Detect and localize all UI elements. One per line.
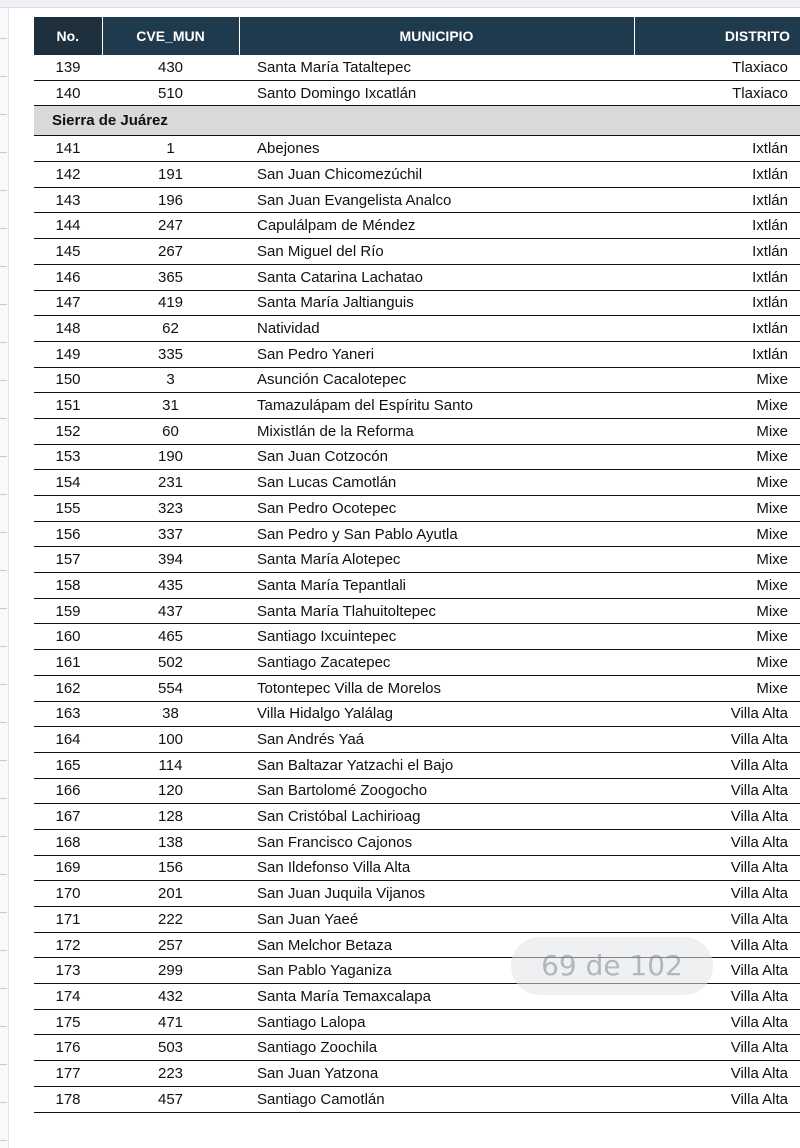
top-edge xyxy=(0,0,800,8)
cell-no: 172 xyxy=(34,932,102,958)
cell-cve-mun: 138 xyxy=(102,829,239,855)
cell-cve-mun: 120 xyxy=(102,778,239,804)
margin-tick xyxy=(0,760,7,761)
table-row xyxy=(34,136,800,162)
cell-distrito: Ixtlán xyxy=(634,187,800,213)
table-row xyxy=(34,1086,800,1112)
cell-no: 175 xyxy=(34,1009,102,1035)
margin-tick xyxy=(0,266,7,267)
cell-no: 163 xyxy=(34,701,102,727)
cell-municipio: San Pedro Yaneri xyxy=(239,341,634,367)
header-cve-mun: CVE_MUN xyxy=(102,17,239,55)
cell-no: 143 xyxy=(34,187,102,213)
cell-municipio: San Miguel del Río xyxy=(239,239,634,265)
cell-municipio: Santiago Zacatepec xyxy=(239,650,634,676)
cell-municipio: San Juan Chicomezúchil xyxy=(239,162,634,188)
cell-no: 169 xyxy=(34,855,102,881)
cell-cve-mun: 191 xyxy=(102,162,239,188)
margin-tick xyxy=(0,684,7,685)
cell-no: 151 xyxy=(34,393,102,419)
table-row xyxy=(34,239,800,265)
cell-municipio: Santiago Lalopa xyxy=(239,1009,634,1035)
cell-cve-mun: 471 xyxy=(102,1009,239,1035)
cell-municipio: San Baltazar Yatzachi el Bajo xyxy=(239,752,634,778)
cell-no: 157 xyxy=(34,547,102,573)
cell-municipio: Santa María Tlahuitoltepec xyxy=(239,598,634,624)
cell-no: 140 xyxy=(34,80,102,106)
cell-distrito: Villa Alta xyxy=(634,829,800,855)
cell-municipio: Santiago Camotlán xyxy=(239,1086,634,1112)
table-header xyxy=(34,17,800,55)
table-row xyxy=(34,727,800,753)
cell-distrito: Villa Alta xyxy=(634,1035,800,1061)
cell-distrito: Mixe xyxy=(634,444,800,470)
margin-tick xyxy=(0,646,7,647)
cell-no: 141 xyxy=(34,136,102,162)
cell-distrito: Villa Alta xyxy=(634,907,800,933)
table-row xyxy=(34,573,800,599)
cell-distrito: Mixe xyxy=(634,573,800,599)
table-row xyxy=(34,470,800,496)
table-row xyxy=(34,778,800,804)
cell-municipio: San Ildefonso Villa Alta xyxy=(239,855,634,881)
cell-distrito: Mixe xyxy=(634,367,800,393)
margin-tick xyxy=(0,1140,7,1141)
cell-no: 170 xyxy=(34,881,102,907)
cell-cve-mun: 196 xyxy=(102,187,239,213)
cell-distrito: Villa Alta xyxy=(634,881,800,907)
cell-distrito: Mixe xyxy=(634,547,800,573)
cell-municipio: San Pedro y San Pablo Ayutla xyxy=(239,521,634,547)
cell-distrito: Ixtlán xyxy=(634,239,800,265)
cell-municipio: Santiago Ixcuintepec xyxy=(239,624,634,650)
table-row xyxy=(34,547,800,573)
cell-no: 167 xyxy=(34,804,102,830)
table-row xyxy=(34,1061,800,1087)
cell-no: 144 xyxy=(34,213,102,239)
cell-distrito: Ixtlán xyxy=(634,316,800,342)
margin-tick xyxy=(0,380,7,381)
cell-no: 142 xyxy=(34,162,102,188)
cell-distrito: Ixtlán xyxy=(634,162,800,188)
cell-no: 161 xyxy=(34,650,102,676)
cell-distrito: Villa Alta xyxy=(634,1086,800,1112)
table-row xyxy=(34,907,800,933)
cell-cve-mun: 156 xyxy=(102,855,239,881)
margin-tick xyxy=(0,532,7,533)
table-row xyxy=(34,829,800,855)
cell-no: 164 xyxy=(34,727,102,753)
cell-no: 160 xyxy=(34,624,102,650)
cell-municipio: San Juan Yatzona xyxy=(239,1061,634,1087)
margin-tick xyxy=(0,798,7,799)
cell-cve-mun: 437 xyxy=(102,598,239,624)
margin-tick xyxy=(0,1064,7,1065)
cell-cve-mun: 435 xyxy=(102,573,239,599)
margin-tick xyxy=(0,190,7,191)
cell-cve-mun: 100 xyxy=(102,727,239,753)
cell-cve-mun: 257 xyxy=(102,932,239,958)
cell-no: 177 xyxy=(34,1061,102,1087)
cell-cve-mun: 457 xyxy=(102,1086,239,1112)
cell-cve-mun: 31 xyxy=(102,393,239,419)
cell-municipio: San Melchor Betaza xyxy=(239,932,634,958)
cell-no: 139 xyxy=(34,55,102,80)
cell-cve-mun: 430 xyxy=(102,55,239,80)
cell-cve-mun: 231 xyxy=(102,470,239,496)
table-row xyxy=(34,80,800,106)
table-row xyxy=(34,1009,800,1035)
cell-cve-mun: 323 xyxy=(102,496,239,522)
cell-cve-mun: 502 xyxy=(102,650,239,676)
cell-no: 162 xyxy=(34,675,102,701)
cell-no: 152 xyxy=(34,418,102,444)
cell-no: 150 xyxy=(34,367,102,393)
cell-no: 154 xyxy=(34,470,102,496)
cell-municipio: San Francisco Cajonos xyxy=(239,829,634,855)
cell-municipio: Santa María Tepantlali xyxy=(239,573,634,599)
cell-distrito: Villa Alta xyxy=(634,958,800,984)
cell-no: 171 xyxy=(34,907,102,933)
table-row xyxy=(34,418,800,444)
table-row xyxy=(34,701,800,727)
cell-distrito: Ixtlán xyxy=(634,136,800,162)
table-row xyxy=(34,1035,800,1061)
table-row xyxy=(34,521,800,547)
cell-municipio: Tamazulápam del Espíritu Santo xyxy=(239,393,634,419)
cell-no: 165 xyxy=(34,752,102,778)
table-row xyxy=(34,598,800,624)
cell-cve-mun: 465 xyxy=(102,624,239,650)
cell-cve-mun: 394 xyxy=(102,547,239,573)
cell-no: 156 xyxy=(34,521,102,547)
cell-cve-mun: 247 xyxy=(102,213,239,239)
margin-tick xyxy=(0,608,7,609)
cell-distrito: Mixe xyxy=(634,418,800,444)
cell-municipio: Santa María Temaxcalapa xyxy=(239,984,634,1010)
table-row xyxy=(34,881,800,907)
cell-cve-mun: 62 xyxy=(102,316,239,342)
cell-no: 147 xyxy=(34,290,102,316)
cell-distrito: Ixtlán xyxy=(634,264,800,290)
table-row xyxy=(34,752,800,778)
cell-cve-mun: 510 xyxy=(102,80,239,106)
cell-municipio: San Juan Cotzocón xyxy=(239,444,634,470)
table-row xyxy=(34,367,800,393)
cell-cve-mun: 60 xyxy=(102,418,239,444)
cell-distrito: Mixe xyxy=(634,675,800,701)
header-municipio: MUNICIPIO xyxy=(239,17,634,55)
cell-cve-mun: 432 xyxy=(102,984,239,1010)
cell-municipio: Santa María Jaltianguis xyxy=(239,290,634,316)
cell-no: 173 xyxy=(34,958,102,984)
margin-tick xyxy=(0,950,7,951)
cell-distrito: Villa Alta xyxy=(634,1061,800,1087)
margin-tick xyxy=(0,342,7,343)
table-row xyxy=(34,341,800,367)
cell-no: 174 xyxy=(34,984,102,1010)
cell-municipio: Santa María Alotepec xyxy=(239,547,634,573)
table-row xyxy=(34,187,800,213)
cell-distrito: Tlaxiaco xyxy=(634,80,800,106)
margin-tick xyxy=(0,304,7,305)
cell-cve-mun: 223 xyxy=(102,1061,239,1087)
margin-tick xyxy=(0,76,7,77)
cell-municipio: San Pedro Ocotepec xyxy=(239,496,634,522)
cell-no: 168 xyxy=(34,829,102,855)
cell-distrito: Mixe xyxy=(634,496,800,522)
margin-tick xyxy=(0,38,7,39)
margin-tick xyxy=(0,1102,7,1103)
cell-municipio: Asunción Cacalotepec xyxy=(239,367,634,393)
page-indicator: 69 de 102 xyxy=(511,937,713,995)
cell-distrito: Ixtlán xyxy=(634,290,800,316)
cell-cve-mun: 419 xyxy=(102,290,239,316)
cell-municipio: San Pablo Yaganiza xyxy=(239,958,634,984)
cell-distrito: Mixe xyxy=(634,521,800,547)
cell-cve-mun: 128 xyxy=(102,804,239,830)
margin-tick xyxy=(0,1026,7,1027)
cell-municipio: San Lucas Camotlán xyxy=(239,470,634,496)
cell-distrito: Villa Alta xyxy=(634,855,800,881)
cell-distrito: Ixtlán xyxy=(634,213,800,239)
margin-tick xyxy=(0,570,7,571)
group-row xyxy=(34,106,800,136)
cell-no: 166 xyxy=(34,778,102,804)
cell-cve-mun: 267 xyxy=(102,239,239,265)
table-row xyxy=(34,650,800,676)
cell-municipio: Abejones xyxy=(239,136,634,162)
cell-municipio: Santa Catarina Lachatao xyxy=(239,264,634,290)
cell-cve-mun: 337 xyxy=(102,521,239,547)
margin-tick xyxy=(0,874,7,875)
cell-municipio: Santa María Tataltepec xyxy=(239,55,634,80)
cell-municipio: San Juan Evangelista Analco xyxy=(239,187,634,213)
cell-cve-mun: 38 xyxy=(102,701,239,727)
cell-municipio: Santiago Zoochila xyxy=(239,1035,634,1061)
cell-cve-mun: 335 xyxy=(102,341,239,367)
left-margin-strip xyxy=(0,8,9,1148)
cell-municipio: Villa Hidalgo Yalálag xyxy=(239,701,634,727)
table-row xyxy=(34,316,800,342)
cell-no: 146 xyxy=(34,264,102,290)
cell-cve-mun: 365 xyxy=(102,264,239,290)
cell-cve-mun: 1 xyxy=(102,136,239,162)
cell-distrito: Villa Alta xyxy=(634,701,800,727)
table-row xyxy=(34,264,800,290)
margin-tick xyxy=(0,836,7,837)
table-row xyxy=(34,804,800,830)
table-row xyxy=(34,675,800,701)
cell-no: 148 xyxy=(34,316,102,342)
header-no: No. xyxy=(34,17,102,55)
cell-no: 149 xyxy=(34,341,102,367)
margin-tick xyxy=(0,418,7,419)
cell-no: 153 xyxy=(34,444,102,470)
cell-distrito: Villa Alta xyxy=(634,727,800,753)
table-row xyxy=(34,624,800,650)
cell-cve-mun: 222 xyxy=(102,907,239,933)
table-row xyxy=(34,444,800,470)
cell-distrito: Mixe xyxy=(634,470,800,496)
table-row xyxy=(34,213,800,239)
table-row xyxy=(34,162,800,188)
table-row xyxy=(34,55,800,80)
cell-municipio: Santo Domingo Ixcatlán xyxy=(239,80,634,106)
margin-tick xyxy=(0,912,7,913)
cell-municipio: Capulálpam de Méndez xyxy=(239,213,634,239)
cell-distrito: Villa Alta xyxy=(634,752,800,778)
cell-distrito: Mixe xyxy=(634,598,800,624)
cell-distrito: Ixtlán xyxy=(634,341,800,367)
cell-distrito: Villa Alta xyxy=(634,778,800,804)
cell-distrito: Mixe xyxy=(634,650,800,676)
cell-no: 176 xyxy=(34,1035,102,1061)
cell-distrito: Villa Alta xyxy=(634,1009,800,1035)
cell-cve-mun: 503 xyxy=(102,1035,239,1061)
cell-no: 158 xyxy=(34,573,102,599)
margin-tick xyxy=(0,456,7,457)
margin-tick xyxy=(0,152,7,153)
cell-cve-mun: 554 xyxy=(102,675,239,701)
table-row xyxy=(34,855,800,881)
cell-distrito: Villa Alta xyxy=(634,984,800,1010)
cell-distrito: Mixe xyxy=(634,624,800,650)
cell-municipio: San Juan Juquila Vijanos xyxy=(239,881,634,907)
cell-no: 145 xyxy=(34,239,102,265)
margin-tick xyxy=(0,494,7,495)
cell-municipio: San Juan Yaeé xyxy=(239,907,634,933)
table-row xyxy=(34,290,800,316)
margin-tick xyxy=(0,988,7,989)
cell-municipio: San Cristóbal Lachirioag xyxy=(239,804,634,830)
margin-tick xyxy=(0,114,7,115)
cell-cve-mun: 190 xyxy=(102,444,239,470)
cell-municipio: San Andrés Yaá xyxy=(239,727,634,753)
cell-cve-mun: 299 xyxy=(102,958,239,984)
cell-no: 178 xyxy=(34,1086,102,1112)
cell-no: 155 xyxy=(34,496,102,522)
cell-distrito: Mixe xyxy=(634,393,800,419)
cell-distrito: Villa Alta xyxy=(634,804,800,830)
margin-tick xyxy=(0,228,7,229)
table-row xyxy=(34,496,800,522)
cell-municipio: Totontepec Villa de Morelos xyxy=(239,675,634,701)
cell-cve-mun: 201 xyxy=(102,881,239,907)
cell-municipio: Natividad xyxy=(239,316,634,342)
cell-cve-mun: 114 xyxy=(102,752,239,778)
cell-no: 159 xyxy=(34,598,102,624)
header-distrito: DISTRITO xyxy=(634,17,800,55)
group-label: Sierra de Juárez xyxy=(34,106,800,136)
cell-distrito: Tlaxiaco xyxy=(634,55,800,80)
cell-cve-mun: 3 xyxy=(102,367,239,393)
cell-municipio: Mixistlán de la Reforma xyxy=(239,418,634,444)
table-row xyxy=(34,393,800,419)
cell-distrito: Villa Alta xyxy=(634,932,800,958)
cell-municipio: San Bartolomé Zoogocho xyxy=(239,778,634,804)
margin-tick xyxy=(0,722,7,723)
